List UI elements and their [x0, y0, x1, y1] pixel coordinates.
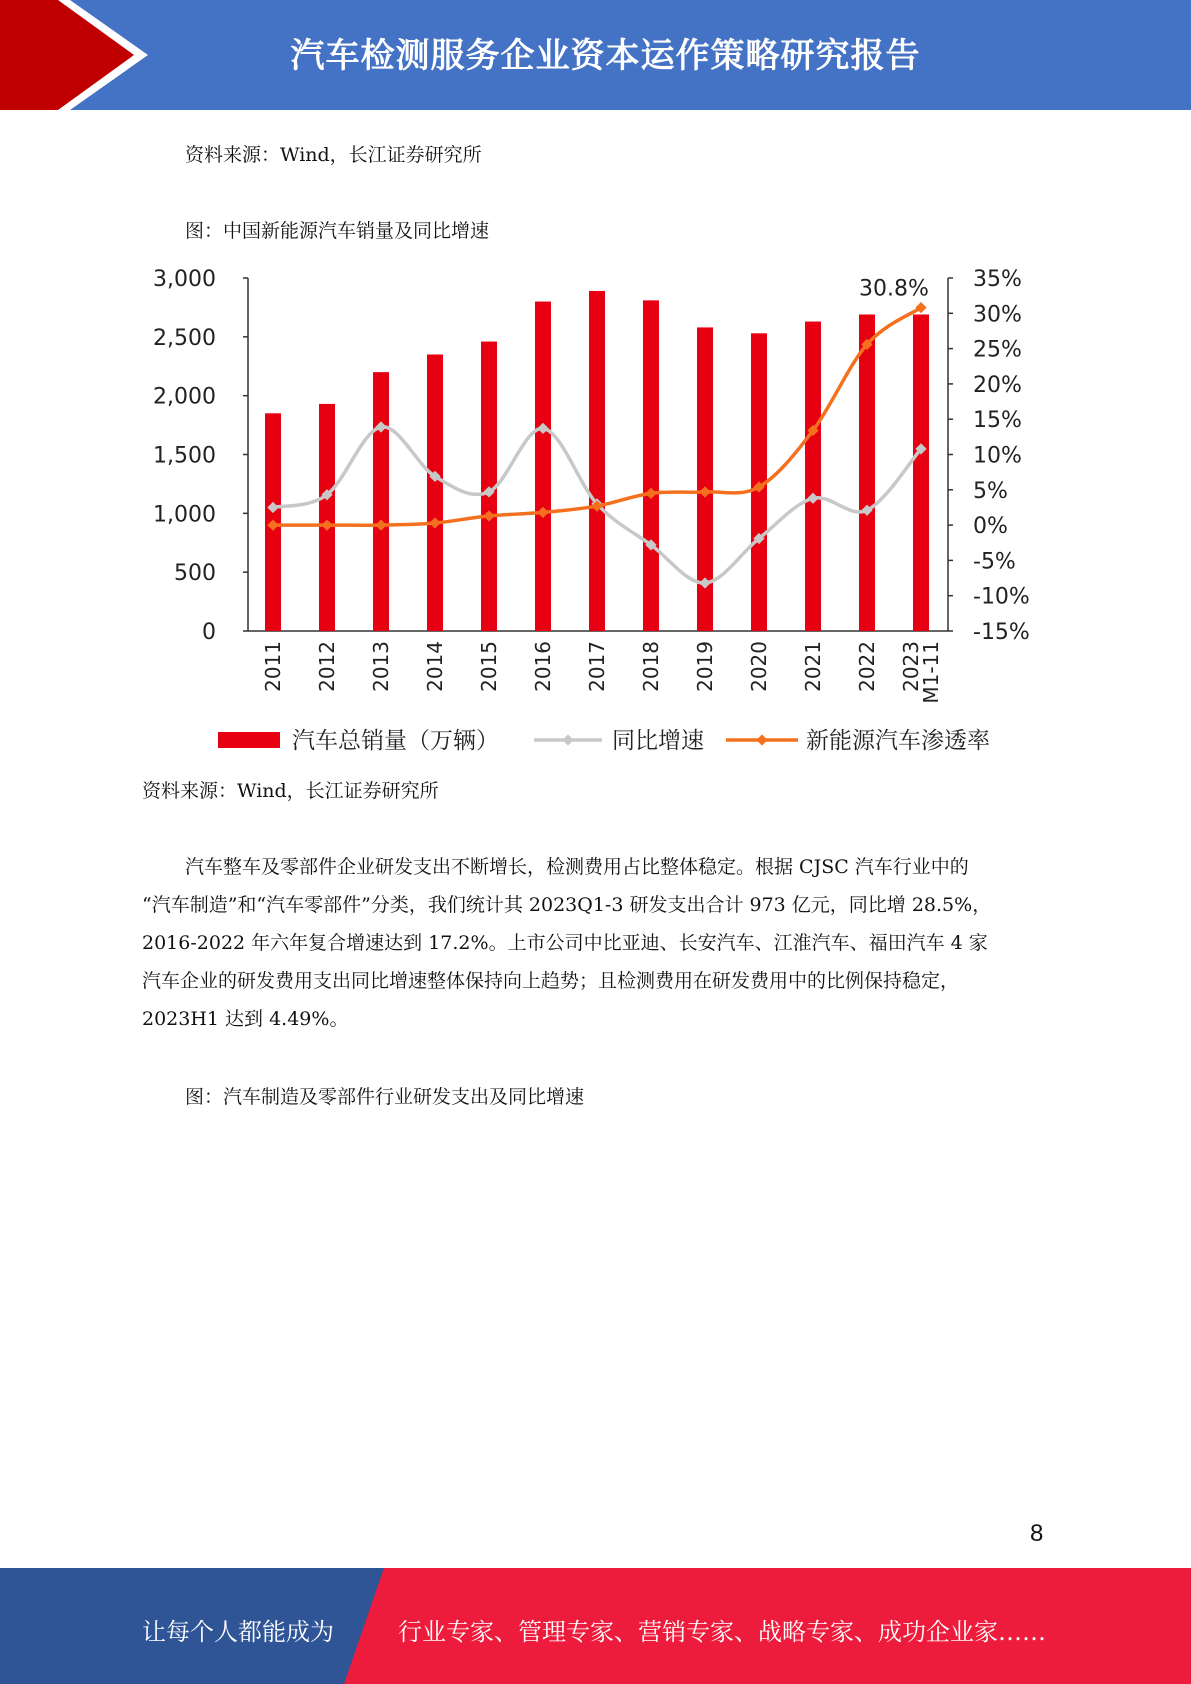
bar-2014: [427, 354, 443, 631]
right-tick-label: 15%: [973, 408, 1022, 434]
x-label-text: 2016: [531, 641, 555, 692]
paragraph-line-4: 汽车企业的研发费用支出同比增速整体保持向上趋势；且检测费用在研发费用中的比例保持稳定，: [142, 970, 960, 992]
x-label-2014: [423, 641, 447, 692]
x-label-text: 2019: [693, 641, 717, 692]
x-label-text: 2015: [477, 641, 501, 692]
bar-2013: [373, 372, 389, 631]
bar-2021: [805, 322, 821, 631]
x-label-text: 2020: [747, 641, 771, 692]
x-label-2011: [261, 641, 285, 692]
header-banner: [0, 0, 1191, 110]
x-label-text: 2021: [801, 641, 825, 692]
x-label-text: 2014: [423, 641, 447, 692]
source-note-top: 资料来源：Wind，长江证券研究所: [185, 144, 482, 166]
x-label-text: 2017: [585, 641, 609, 692]
legend-label-yoy: 同比增速: [612, 728, 704, 754]
x-label-2015: [477, 641, 501, 692]
right-tick-label: 30%: [973, 302, 1022, 328]
x-label-text: 2012: [315, 641, 339, 692]
x-label-text: 2023: [899, 641, 923, 692]
paragraph-line-1: 汽车整车及零部件企业研发支出不断增长，检测费用占比整体稳定。根据 CJSC 汽车行业中的: [185, 856, 969, 878]
paragraph-line-3: 2016-2022 年六年复合增速达到 17.2%。上市公司中比亚迪、长安汽车、江淮汽车、福田汽车 4 家: [142, 932, 988, 954]
x-label-2017: [585, 641, 609, 692]
left-tick-label: 1,000: [153, 502, 216, 528]
x-label-2019: [693, 641, 717, 692]
right-tick-label: 35%: [973, 267, 1022, 292]
report-title: 汽车检测服务企业资本运作策略研究报告: [290, 36, 921, 76]
legend-label-nev: 新能源汽车渗透率: [806, 728, 990, 754]
bar-2012: [319, 404, 335, 631]
x-label-2018: [639, 641, 663, 692]
page-number: 8: [1030, 1520, 1044, 1547]
annotation-30-8: 30.8%: [859, 276, 929, 302]
x-label-2021: [801, 641, 825, 692]
body-paragraph: [142, 848, 1042, 1038]
bar-2023-M1-11: [913, 314, 929, 631]
left-tick-label: 1,500: [153, 443, 216, 469]
legend-orange-marker: [756, 734, 767, 745]
footer-slogan-left: 让每个人都能成为: [142, 1618, 334, 1646]
x-label-2016: [531, 641, 555, 692]
bar-2017: [589, 291, 605, 631]
x-label-text: M1-11: [919, 641, 943, 704]
bar-2016: [535, 302, 551, 631]
left-tick-label: 2,000: [153, 384, 216, 410]
x-label-text: 2013: [369, 641, 393, 692]
x-label-text: 2022: [855, 641, 879, 692]
bar-2018: [643, 300, 659, 631]
bar-2022: [859, 314, 875, 631]
x-label-text: 2011: [261, 641, 285, 692]
nev-sales-chart: [130, 258, 1050, 758]
right-tick-label: -15%: [973, 620, 1030, 645]
right-tick-label: 10%: [973, 443, 1022, 469]
right-tick-label: 20%: [973, 372, 1022, 398]
x-label-2022: [855, 641, 879, 692]
figure2-caption: 图：汽车制造及零部件行业研发支出及同比增速: [185, 1086, 585, 1108]
left-tick-label: 500: [174, 561, 216, 587]
chart-legend: [218, 728, 990, 754]
footer-slogan-right: 行业专家、管理专家、营销专家、战略专家、成功企业家……: [398, 1618, 1046, 1646]
left-tick-label: 2,500: [153, 325, 216, 351]
right-tick-label: 0%: [973, 514, 1008, 540]
right-tick-label: -10%: [973, 584, 1030, 610]
x-axis-labels: [261, 641, 943, 704]
legend-label-sales: 汽车总销量（万辆）: [292, 728, 499, 754]
right-tick-label: 5%: [973, 478, 1008, 504]
figure1-caption: 图：中国新能源汽车销量及同比增速: [185, 220, 490, 242]
paragraph-line-2: “汽车制造”和“汽车零部件”分类，我们统计其 2023Q1-3 研发支出合计 973 亿元，同比增 28.5%，: [142, 894, 992, 916]
right-axis: [948, 267, 1030, 645]
x-label-2020: [747, 641, 771, 692]
x-label-2013: [369, 641, 393, 692]
legend-gray-marker: [562, 734, 573, 745]
paragraph-line-5: 2023H1 达到 4.49%。: [142, 1008, 349, 1030]
left-tick-label: 0: [202, 620, 216, 645]
right-tick-label: -5%: [973, 549, 1016, 575]
legend-bar-swatch: [218, 732, 280, 748]
sales-bars: [265, 291, 929, 631]
x-label-2012: [315, 641, 339, 692]
x-label-2023-M1-11: [899, 641, 943, 704]
x-label-text: 2018: [639, 641, 663, 692]
left-tick-label: 3,000: [153, 267, 216, 292]
footer-banner: [0, 1568, 1191, 1684]
source-note-bottom: 资料来源：Wind，长江证券研究所: [142, 780, 439, 802]
right-tick-label: 25%: [973, 337, 1022, 363]
